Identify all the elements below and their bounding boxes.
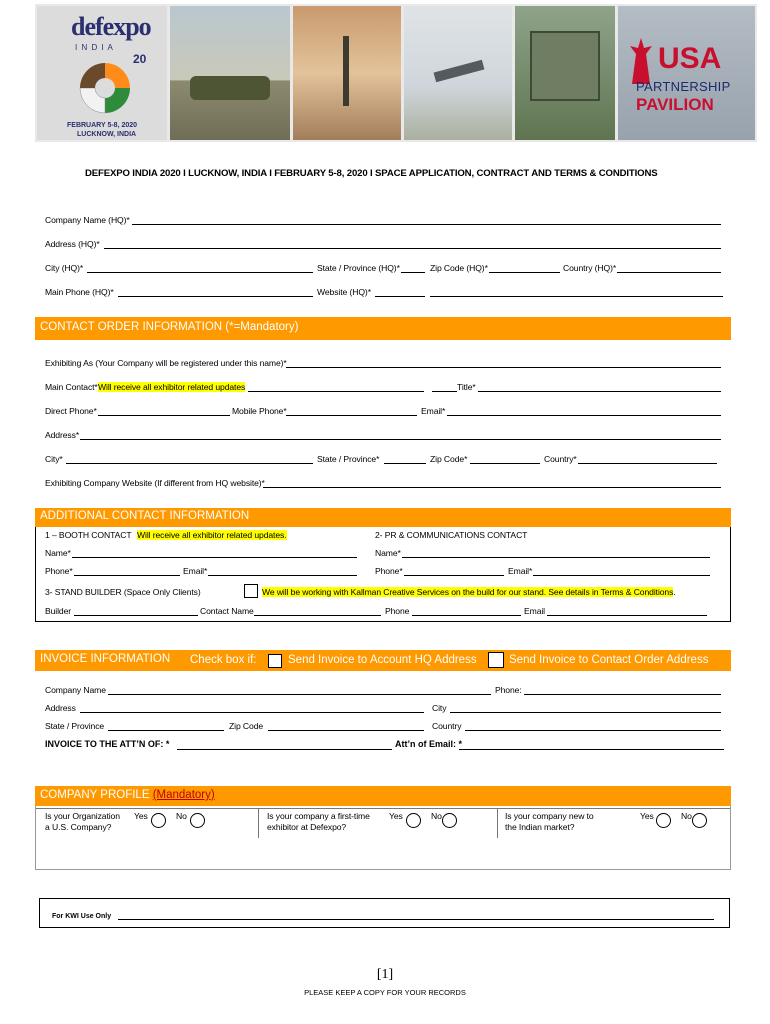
invoice-att-email-label: Att’n of Email: * bbox=[395, 739, 462, 749]
check-box-if-label: Check box if: bbox=[190, 654, 257, 666]
additional-contact-header: ADDITIONAL CONTACT INFORMATION bbox=[35, 508, 731, 527]
booth-contact-note: Will receive all exhibitor related updates. bbox=[137, 530, 287, 540]
hq-city-field[interactable] bbox=[87, 264, 313, 273]
q3-text bbox=[505, 811, 594, 833]
kallman-note-wrapper bbox=[262, 587, 676, 597]
banner-photo-truck bbox=[515, 6, 615, 140]
invoice-zip-field[interactable] bbox=[268, 722, 424, 731]
contact-country-field[interactable] bbox=[578, 455, 717, 464]
hq-zip-field[interactable] bbox=[489, 264, 560, 273]
page-title: DEFEXPO INDIA 2020 I LUCKNOW, INDIA I FEBRUARY 5-8, 2020 I SPACE APPLICATION, CONTRACT AND TERMS & CONDITIONS bbox=[85, 168, 658, 179]
logo-emblem bbox=[75, 58, 135, 118]
invoice-att-email-field[interactable] bbox=[459, 741, 724, 750]
pr-phone-field[interactable] bbox=[404, 567, 504, 576]
invoice-address-label: Address bbox=[45, 703, 76, 713]
contact-state-field[interactable] bbox=[384, 455, 426, 464]
main-contact-label: Main Contact* bbox=[45, 382, 98, 392]
contact-email-label: Email* bbox=[421, 406, 446, 416]
booth-email-field[interactable] bbox=[208, 567, 357, 576]
logo-city-text: LUCKNOW, INDIA bbox=[77, 131, 137, 138]
invoice-state-label: State / Province bbox=[45, 721, 105, 731]
booth-contact-label: 1 – BOOTH CONTACT bbox=[45, 530, 132, 540]
header-banner bbox=[35, 4, 757, 142]
contact-zip-field[interactable] bbox=[470, 455, 540, 464]
invoice-country-field[interactable] bbox=[465, 722, 721, 731]
q3-no-label: No bbox=[681, 811, 692, 821]
hq-website-field[interactable] bbox=[375, 288, 425, 297]
q2-line1: Is your company a first-time bbox=[267, 811, 370, 821]
invoice-country-label: Country bbox=[432, 721, 462, 731]
q3-line1: Is your company new to bbox=[505, 811, 594, 821]
invoice-contact-checkbox[interactable] bbox=[488, 652, 504, 668]
banner-photo-vehicle bbox=[170, 6, 290, 140]
builder-email-field[interactable] bbox=[547, 607, 707, 616]
q1-no-label: No bbox=[176, 811, 187, 821]
contact-city-field[interactable] bbox=[66, 455, 313, 464]
booth-phone-field[interactable] bbox=[74, 567, 180, 576]
hq-main-phone-field[interactable] bbox=[118, 288, 313, 297]
contact-email-field[interactable] bbox=[447, 407, 721, 416]
contact-address-label: Address* bbox=[45, 430, 80, 440]
q2-yes-label: Yes bbox=[389, 811, 403, 821]
q1-line2: a U.S. Company? bbox=[45, 822, 112, 832]
title-field[interactable] bbox=[478, 383, 721, 392]
booth-email-label: Email* bbox=[183, 566, 208, 576]
q3-yes-label: Yes bbox=[640, 811, 654, 821]
builder-field[interactable] bbox=[74, 607, 198, 616]
pr-phone-label: Phone* bbox=[375, 566, 403, 576]
builder-contact-name-label: Contact Name bbox=[200, 606, 254, 616]
invoice-address-field[interactable] bbox=[80, 704, 424, 713]
invoice-city-field[interactable] bbox=[450, 704, 721, 713]
logo-dates-text: FEBRUARY 5-8, 2020 bbox=[67, 122, 138, 129]
kwi-label: For KWI Use Only bbox=[52, 913, 112, 920]
mobile-phone-field[interactable] bbox=[286, 407, 417, 416]
booth-phone-label: Phone* bbox=[45, 566, 73, 576]
banner-photo-jet bbox=[404, 6, 512, 140]
invoice-hq-checkbox[interactable] bbox=[268, 654, 282, 668]
booth-name-field[interactable] bbox=[72, 549, 357, 558]
mobile-phone-label: Mobile Phone* bbox=[232, 406, 287, 416]
hq-country-label: Country (HQ)* bbox=[563, 263, 617, 273]
direct-phone-field[interactable] bbox=[98, 407, 230, 416]
kallman-note: We will be working with Kallman Creative Services on the build for our stand. See details in Terms & Conditions bbox=[262, 587, 674, 597]
hq-state-label: State / Province (HQ)* bbox=[317, 263, 400, 273]
invoice-hq-option[interactable]: Send Invoice to Account HQ Address bbox=[288, 654, 477, 666]
pr-email-label: Email* bbox=[508, 566, 533, 576]
exhibiting-website-label: Exhibiting Company Website (If different from HQ website)* bbox=[45, 478, 265, 488]
hq-website-field-extra[interactable] bbox=[430, 288, 723, 297]
invoice-company-label: Company Name bbox=[45, 685, 106, 695]
q3-yes-radio[interactable] bbox=[656, 813, 671, 828]
hq-state-field[interactable] bbox=[401, 264, 425, 273]
builder-email-label: Email bbox=[524, 606, 545, 616]
title-label: Title* bbox=[457, 382, 476, 392]
kallman-checkbox[interactable] bbox=[244, 584, 258, 598]
pr-name-label: Name* bbox=[375, 548, 401, 558]
invoice-phone-label: Phone: bbox=[495, 685, 522, 695]
company-profile-header: COMPANY PROFILE bbox=[40, 789, 150, 801]
q1-text bbox=[45, 811, 120, 833]
profile-col-divider-1 bbox=[258, 808, 259, 838]
builder-contact-name-field[interactable] bbox=[254, 607, 381, 616]
invoice-phone-field[interactable] bbox=[524, 686, 721, 695]
q2-no-label: No bbox=[431, 811, 442, 821]
q2-yes-radio[interactable] bbox=[406, 813, 421, 828]
exhibiting-as-field[interactable] bbox=[286, 359, 721, 368]
builder-label: Builder bbox=[45, 606, 72, 616]
pr-email-field[interactable] bbox=[533, 567, 710, 576]
profile-divider bbox=[36, 808, 730, 809]
q3-no-radio[interactable] bbox=[692, 813, 707, 828]
q2-no-radio[interactable] bbox=[442, 813, 457, 828]
q1-no-radio[interactable] bbox=[190, 813, 205, 828]
q2-text bbox=[267, 811, 370, 833]
contact-address-field[interactable] bbox=[80, 431, 721, 440]
company-profile-mandatory: (Mandatory) bbox=[152, 789, 215, 801]
hq-country-field[interactable] bbox=[617, 264, 721, 273]
exhibiting-as-label: Exhibiting As (Your Company will be registered under this name)* bbox=[45, 358, 287, 368]
q3-line2: the Indian market? bbox=[505, 822, 575, 832]
contact-state-label: State / Province* bbox=[317, 454, 380, 464]
hq-zip-label: Zip Code (HQ)* bbox=[430, 263, 488, 273]
hq-main-phone-label: Main Phone (HQ)* bbox=[45, 287, 114, 297]
stand-builder-label: 3- STAND BUILDER (Space Only Clients) bbox=[45, 587, 201, 597]
logo-defexpo-text: defexpo bbox=[71, 12, 151, 41]
invoice-header: INVOICE INFORMATION bbox=[40, 653, 171, 665]
page-number: [1] bbox=[376, 967, 394, 982]
hq-city-label: City (HQ)* bbox=[45, 263, 84, 273]
invoice-att-field[interactable] bbox=[177, 741, 392, 750]
main-contact-note: Will receive all exhibitor related updates bbox=[98, 382, 246, 392]
contact-zip-label: Zip Code* bbox=[430, 454, 468, 464]
usa-text: USA bbox=[658, 42, 722, 75]
defexpo-logo bbox=[37, 6, 167, 140]
builder-phone-field[interactable] bbox=[412, 607, 521, 616]
hq-address-field[interactable] bbox=[104, 240, 721, 249]
q2-line2: exhibitor at Defexpo? bbox=[267, 822, 347, 832]
invoice-city-label: City bbox=[432, 703, 447, 713]
invoice-zip-label: Zip Code bbox=[229, 721, 264, 731]
logo-year-text: 20 bbox=[133, 52, 147, 66]
kwi-box bbox=[39, 898, 730, 928]
title-prefix-line bbox=[432, 383, 457, 392]
kallman-note-period: . bbox=[673, 587, 676, 597]
q1-yes-label: Yes bbox=[134, 811, 148, 821]
pr-contact-label: 2- PR & COMMUNICATIONS CONTACT bbox=[375, 530, 528, 540]
partnership-text: PARTNERSHIP bbox=[636, 79, 731, 94]
invoice-contact-option[interactable]: Send Invoice to Contact Order Address bbox=[509, 654, 709, 666]
hq-company-name-label: Company Name (HQ)* bbox=[45, 215, 130, 225]
invoice-state-field[interactable] bbox=[108, 722, 224, 731]
banner-photo-artillery bbox=[293, 6, 401, 140]
hq-company-name-field[interactable] bbox=[132, 216, 721, 225]
invoice-att-label: INVOICE TO THE ATT’N OF: * bbox=[45, 739, 170, 749]
company-profile-header-bar bbox=[35, 786, 731, 806]
usa-pavilion-logo bbox=[618, 6, 755, 140]
exhibiting-website-field[interactable] bbox=[263, 479, 721, 488]
direct-phone-label: Direct Phone* bbox=[45, 406, 97, 416]
invoice-company-field[interactable] bbox=[108, 686, 491, 695]
hq-website-label: Website (HQ)* bbox=[317, 287, 371, 297]
profile-col-divider-2 bbox=[497, 808, 498, 838]
contact-city-label: City* bbox=[45, 454, 63, 464]
booth-name-label: Name* bbox=[45, 548, 71, 558]
footer-note: PLEASE KEEP A COPY FOR YOUR RECORDS bbox=[304, 988, 466, 997]
q1-line1: Is your Organization bbox=[45, 811, 120, 821]
contact-country-label: Country* bbox=[544, 454, 577, 464]
hq-address-label: Address (HQ)* bbox=[45, 239, 100, 249]
contact-order-header: CONTACT ORDER INFORMATION (*=Mandatory) bbox=[35, 317, 731, 340]
kwi-field[interactable] bbox=[118, 919, 714, 920]
main-contact-field[interactable] bbox=[248, 383, 424, 392]
logo-india-text: I N D I A bbox=[75, 43, 114, 52]
pr-name-field[interactable] bbox=[402, 549, 710, 558]
pavilion-text: PAVILION bbox=[636, 95, 714, 114]
builder-phone-label: Phone bbox=[385, 606, 410, 616]
q1-yes-radio[interactable] bbox=[151, 813, 166, 828]
